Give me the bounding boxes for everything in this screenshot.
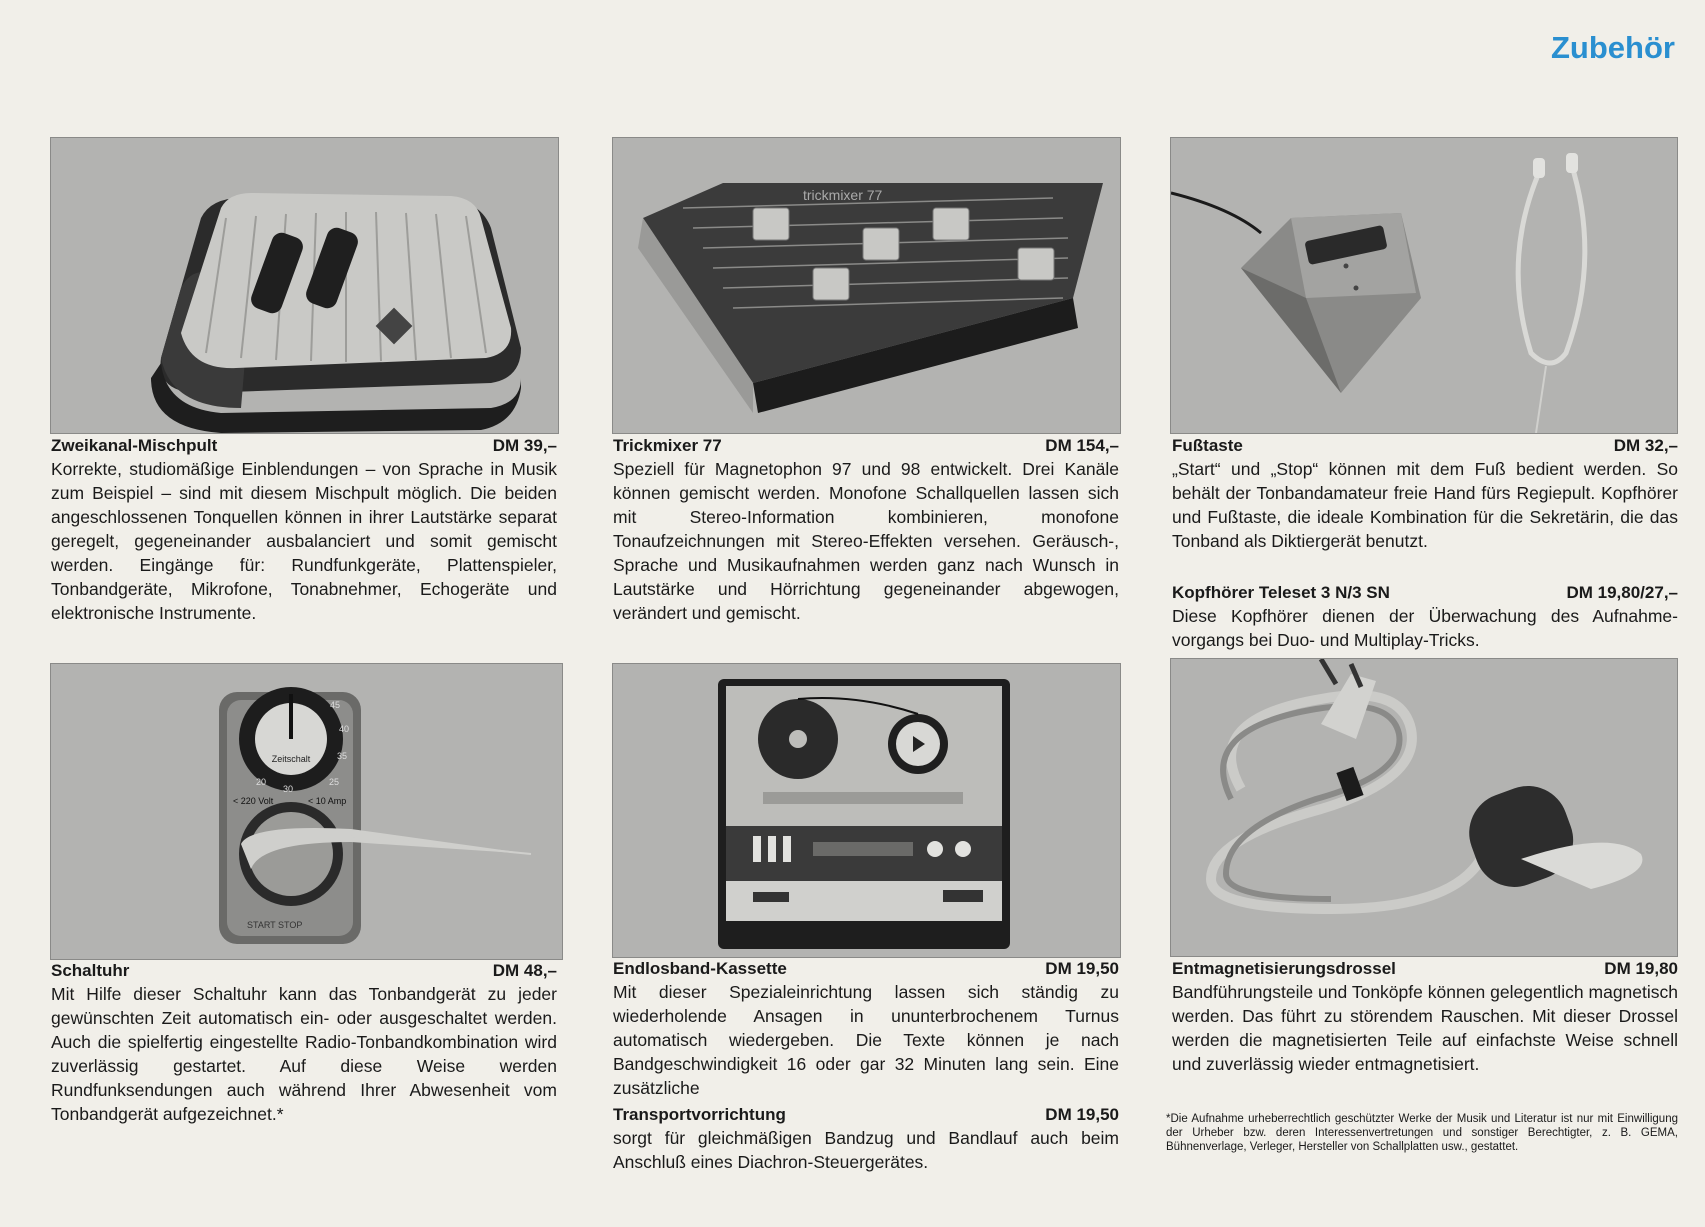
timer-start-label: START STOP	[247, 920, 303, 930]
product-description: Mit Hilfe dieser Schaltuhr kann das Tonbandgerät zu jeder gewünschten Zeit automatisch ein- oder ausgeschaltet werden. Auch die spielfertig eingestellte Radio-Tonbandkombination wird zuverlässig gestartet. Auf diese Weise werden Rundfunksendungen auch während Ihrer Abwesenheit vom Tonbandgerät aufgezeichnet.*	[51, 984, 557, 1124]
footswitch-photo	[1170, 137, 1678, 434]
section-title: Zubehör	[1551, 30, 1675, 65]
product-trickmixer-77	[613, 435, 1119, 625]
product-kopfhoerer-teleset	[1172, 582, 1678, 652]
product-name: Endlosband-Kassette	[613, 959, 787, 978]
dial-number-4: 35	[337, 751, 348, 761]
product-price: DM 32,–	[1613, 436, 1678, 455]
product-price: DM 154,–	[1045, 436, 1119, 455]
svg-text:trickmixer 77: trickmixer 77	[803, 187, 883, 203]
product-description: sorgt für gleichmäßigen Bandzug und Bandlauf auch beim Anschluß eines Diachron-Steuergerätes.	[613, 1128, 1119, 1172]
dial-number-5: 40	[339, 724, 350, 734]
product-name: Trickmixer 77	[613, 436, 722, 455]
product-name: Kopfhörer Teleset 3 N/3 SN	[1172, 583, 1390, 602]
product-description: Bandführungsteile und Tonköpfe können gelegentlich magnetisch werden. Das führt zu störendem Rauschen. Mit dieser Drossel werden die magnetisierten Teile auf einfachste Weise schnell und zuverlässig wieder entmagnetisiert.	[1172, 982, 1678, 1074]
timer-voltage-label: < 220 Volt	[233, 796, 274, 806]
product-fusstaste	[1172, 435, 1678, 553]
product-description: „Start“ und „Stop“ können mit dem Fuß bedient werden. So behält der Tonbandamateur freie Hand fürs Regiepult. Kopfhörer und Fußtaste, die ideale Kombination für die Sekretärin, die das Tonband als Diktiergerät benutzt.	[1172, 459, 1678, 551]
product-transportvorrichtung	[613, 1104, 1119, 1174]
product-endlosband-kassette	[613, 958, 1119, 1100]
product-price: DM 19,50	[1045, 959, 1119, 978]
copyright-footnote: *Die Aufnahme urheberrechtlich geschützter Werke der Musik und Literatur ist nur mit Einwilligung der Urheber bzw. deren Interessenvertretungen und sonstiger Berechtigter, z. B. GEMA, Bühnenverlage, Verleger, Hersteller von Schallplatten usw., gestattet.	[1166, 1113, 1678, 1153]
product-description: Speziell für Magnetophon 97 und 98 entwickelt. Drei Kanäle können gemischt werden. Monofone Schallquellen lassen sich mit Stereo-Information kombinieren, monofone Tonaufzeichnungen mit Stereo-Effekten versehen. Geräusch-, Sprache und Musikaufnahmen werden ganz nach Wunsch in Lautstärke und Hörrichtung gegeneinander abgewogen, verändert und gemischt.	[613, 459, 1119, 623]
dial-number-1: 20	[256, 777, 267, 787]
endless-cassette-photo	[612, 663, 1121, 958]
timer-brand-label: Zeitschalt	[271, 754, 311, 764]
product-price: DM 19,50	[1045, 1105, 1119, 1124]
product-description: Mit dieser Spezialeinrichtung lassen sich ständig zu wiederholende Ansagen in ununterbrochenem Turnus automatisch wiedergeben. Die Texte können je nach Bandgeschwindigkeit 16 oder gar 32 Minuten lang sein. Eine zusätzliche	[613, 982, 1119, 1098]
dial-number-6: 45	[330, 700, 341, 710]
product-price: DM 19,80	[1604, 959, 1678, 978]
product-price: DM 19,80/27,–	[1566, 583, 1678, 602]
product-schaltuhr	[51, 960, 557, 1126]
timer-amp-label: < 10 Amp	[308, 796, 347, 806]
product-price: DM 48,–	[492, 961, 557, 980]
dial-number-2: 25	[329, 777, 340, 787]
product-name: Entmagnetisierungsdrossel	[1172, 959, 1396, 978]
product-description: Korrekte, studiomäßige Einblendungen – von Sprache in Musik zum Beispiel – sind mit diesem Mischpult möglich. Die beiden angeschlossenen Tonquellen können in ihrer Lautstärke separat geregelt, gegeneinander ausbalanciert und somit gemischt werden. Eingänge für: Rundfunkgeräte, Plattenspieler, Tonbandgeräte, Mikrofone, Tonabnehmer, Echogeräte und elektronische Instrumente.	[51, 459, 557, 623]
product-description: Diese Kopfhörer dienen der Überwachung des Aufnahmevorgangs bei Duo- und Multiplay-Tricks.	[1172, 606, 1678, 650]
mixer-photo	[50, 137, 559, 434]
trickmixer-photo	[612, 137, 1121, 434]
demagnetizer-photo	[1170, 658, 1678, 957]
product-name: Fußtaste	[1172, 436, 1243, 455]
product-name: Schaltuhr	[51, 961, 130, 980]
product-name: Zweikanal-Mischpult	[51, 436, 218, 455]
dial-number-3: 30	[283, 784, 294, 794]
product-name: Transportvorrichtung	[613, 1105, 786, 1124]
product-price: DM 39,–	[492, 436, 557, 455]
product-zweikanal-mischpult	[51, 435, 557, 625]
product-entmagnetisierungsdrossel	[1172, 958, 1678, 1076]
timer-photo	[50, 663, 563, 960]
